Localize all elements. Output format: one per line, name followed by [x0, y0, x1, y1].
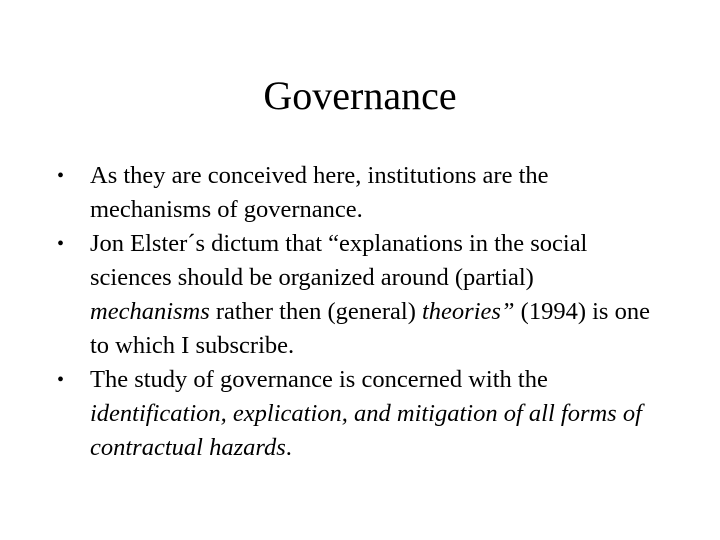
bullet-item-study-of-governance [54, 363, 654, 465]
text-segment: . [285, 434, 292, 461]
text-segment: As they are conceived here, institutions are the mechanisms of governance. [90, 162, 549, 223]
bullet-list [54, 159, 654, 465]
bullet-text [90, 366, 642, 461]
text-segment: (1994) is one to which I subscribe. [90, 298, 650, 359]
italic-segment: theories” [421, 298, 515, 325]
bullet-marker: • [57, 233, 65, 255]
text-segment: The study of governance is concerned with the [90, 366, 548, 393]
text-segment: Jon Elster´s dictum that “explanations in the social sciences should be organized around (partial) [90, 230, 588, 291]
italic-segment: mechanisms [90, 298, 210, 325]
italic-segment: identification, explication, and mitigation of all forms of contractual hazards [90, 400, 642, 461]
bullet-marker: • [57, 369, 65, 391]
slide-title: Governance [263, 73, 457, 118]
bullet-marker: • [57, 165, 65, 187]
bullet-text [90, 230, 650, 359]
bullet-item-elster-dictum [54, 227, 654, 363]
bullet-text [90, 162, 549, 223]
text-segment: rather then (general) [209, 298, 422, 325]
bullet-item-institutions [54, 159, 654, 227]
